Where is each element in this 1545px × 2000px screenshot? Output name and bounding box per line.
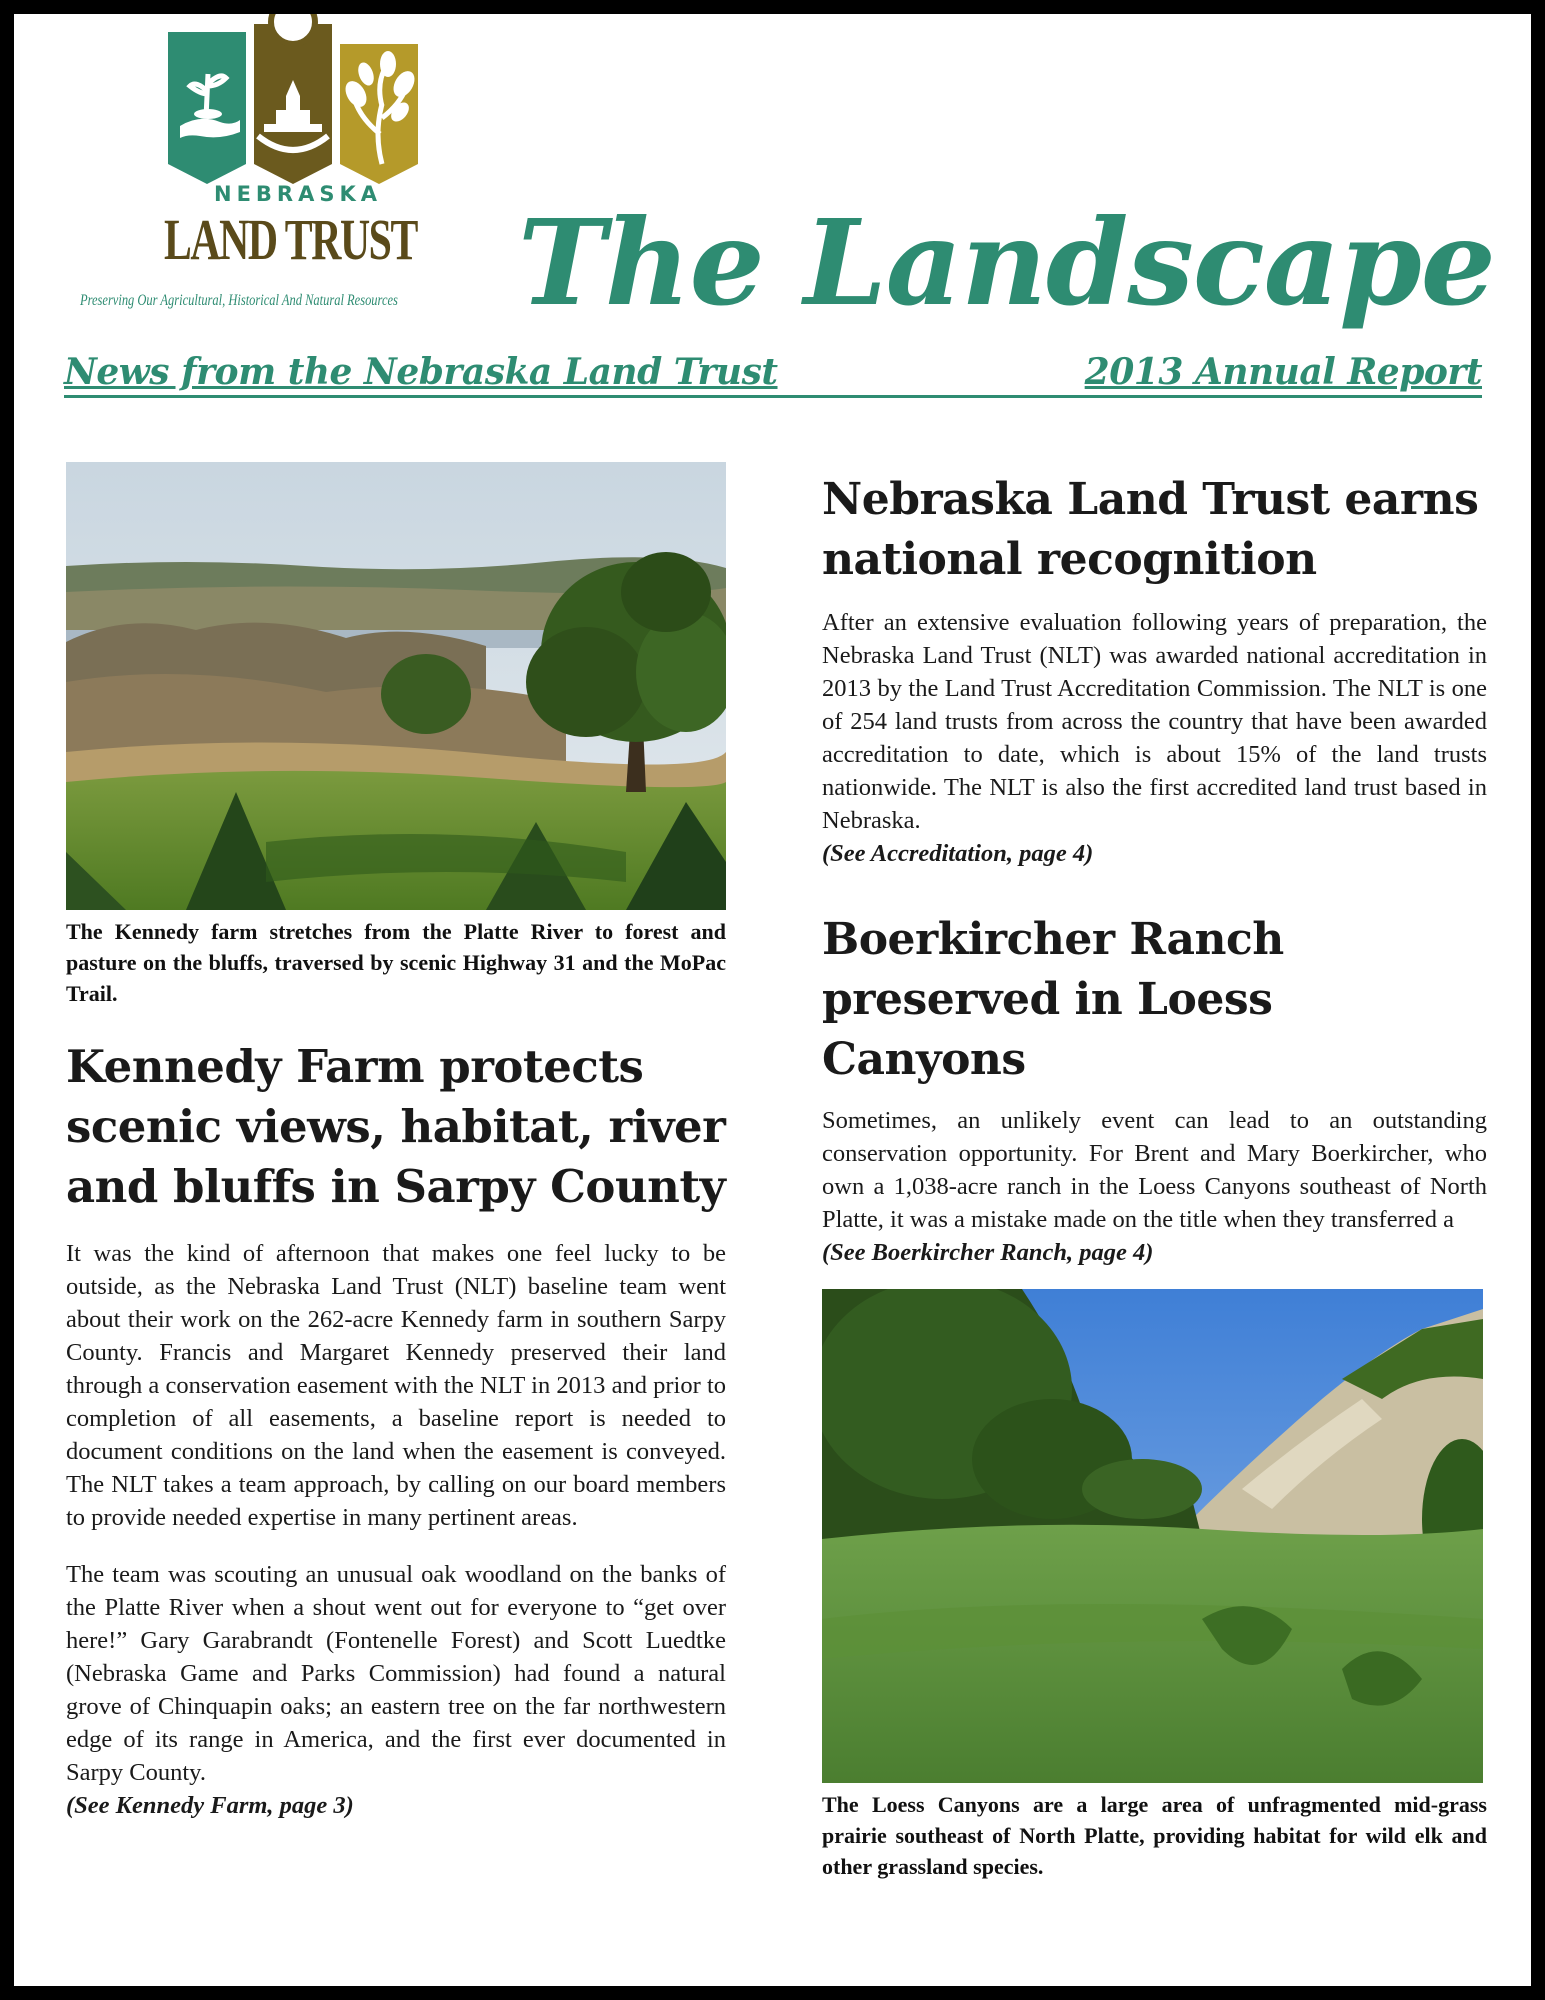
kennedy-paragraph-1: It was the kind of afternoon that makes one feel lucky to be outside, as the Nebraska Land Trust (NLT) baseline team went about their work on the 262-acre Kennedy farm in southern Sarpy County. Francis and Margaret Kennedy preserved their land through a conservation easement with the NLT in 2013 and prior to completion of all easements, a baseline report is needed to document conditions on the land when the easement is conveyed. The NLT takes a team approach, by calling on our board members to provide needed expertise in many pertinent areas.: [66, 1240, 726, 1531]
kennedy-paragraph-2: The team was scouting an unusual oak woodland on the banks of the Platte River when a shout went out for everyone to “get over here!” Gary Garabrandt (Fontenelle Forest) and Scott Luedtke (Nebraska Game and Parks Commission) had found a natural grove of Chinquapin oaks; an eastern tree on the far northwestern edge of its range in America, and the first ever documented in Sarpy County.: [66, 1561, 726, 1786]
kennedy-continued-link[interactable]: (See Kennedy Farm, page 3): [66, 1792, 354, 1819]
nlt-logo: [80, 14, 520, 314]
newsletter-title: The Landscape: [518, 193, 1495, 332]
kennedy-headline: Kennedy Farm protects scenic views, habitat, river and bluffs in Sarpy County: [66, 1040, 726, 1213]
accreditation-paragraph: After an extensive evaluation following years of preparation, the Nebraska Land Trust (NLT) was awarded national accreditation in 2013 by the Land Trust Accreditation Commission. The NLT is one of 254 land trusts from across the country that have been awarded accreditation to date, which is about 15% of the land trusts nationwide. The NLT is also the first accredited land trust based in Nebraska.: [822, 609, 1487, 834]
loess-canyons-photo: [822, 1289, 1483, 1783]
right-column: [822, 470, 1487, 1882]
accreditation-continued-link[interactable]: (See Accreditation, page 4): [822, 840, 1094, 867]
kennedy-farm-photo: [66, 462, 726, 910]
logo-tagline: Preserving Our Agricultural, Historical And Natural Resources: [80, 292, 398, 309]
newsletter-page: [14, 14, 1531, 1986]
boerkircher-continued-link[interactable]: (See Boerkircher Ranch, page 4): [822, 1239, 1154, 1266]
logo-state-text: NEBRASKA: [214, 182, 382, 206]
logo-name-text: LAND TRUST: [164, 207, 417, 272]
boerkircher-paragraph: Sometimes, an unlikely event can lead to an outstanding conservation opportunity. For Brent and Mary Boerkircher, who own a 1,038-acre ranch in the Loess Canyons southeast of North Platte, it was a mistake made on the title when they transferred a: [822, 1107, 1487, 1233]
edition-label: 2013 Annual Report: [1084, 351, 1482, 393]
loess-photo-caption: The Loess Canyons are a large area of unfragmented mid-grass prairie southeast of North Platte, providing habitat for wild elk and other grassland species.: [822, 1792, 1487, 1879]
newsletter-subtitle: News from the Nebraska Land Trust: [64, 351, 778, 393]
accreditation-headline: Nebraska Land Trust earns national recognition: [822, 474, 1479, 585]
masthead-subline: [64, 351, 1482, 398]
logo-emblem-icon: [160, 14, 440, 184]
kennedy-photo-caption: The Kennedy farm stretches from the Platte River to forest and pasture on the bluffs, traversed by scenic Highway 31 and the MoPac Trail.: [66, 919, 726, 1006]
boerkircher-headline: Boerkircher Ranch preserved in Loess Canyons: [822, 914, 1284, 1085]
left-column: [66, 462, 726, 1822]
